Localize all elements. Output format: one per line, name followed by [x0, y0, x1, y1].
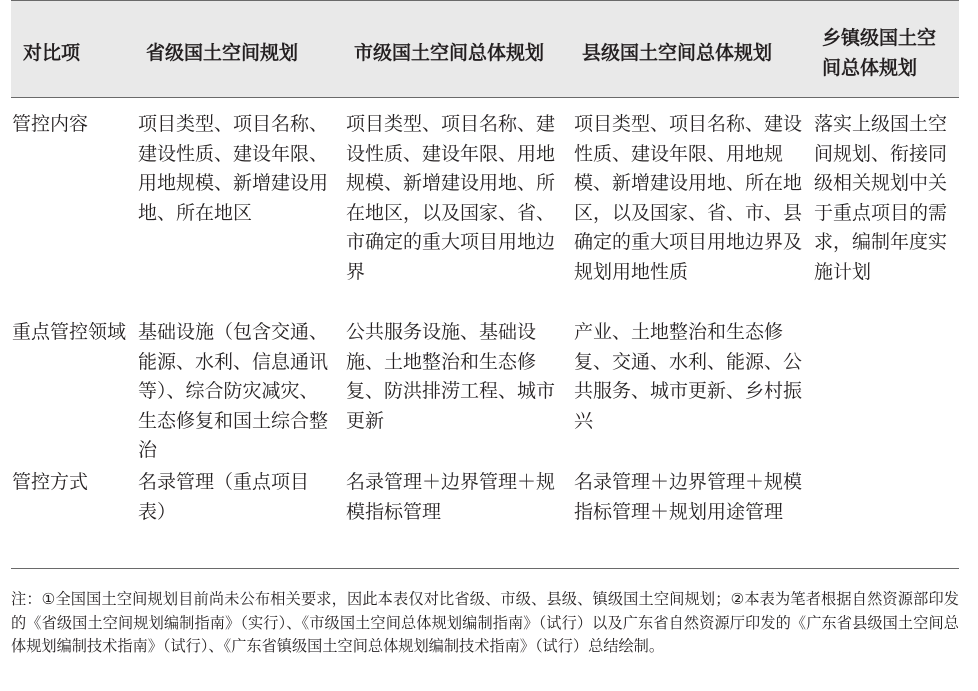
cell-provincial: 名录管理（重点项目表）	[136, 468, 344, 569]
header-city: 市级国土空间总体规划	[344, 1, 572, 98]
row-label: 重点管控领域	[12, 321, 127, 343]
table-row	[11, 468, 959, 569]
table-row	[11, 315, 959, 468]
cell-city: 项目类型、项目名称、建设性质、建设年限、用地规模、新增建设用地、所在地区，以及国家、省、市确定的重大项目用地边界	[346, 113, 556, 283]
header-comparison-item: 对比项	[11, 1, 136, 98]
cell-township	[812, 315, 959, 468]
cell-county: 项目类型、项目名称、建设性质、建设年限、用地规模、新增建设用地、所在地区，以及国家、省、市、县确定的重大项目用地边界及规划用地性质	[574, 113, 803, 283]
header-row	[11, 1, 959, 98]
header-county: 县级国土空间总体规划	[572, 1, 812, 98]
cell-township: 落实上级国土空间规划、衔接同级相关规划中关于重点项目的需求，编制年度实施计划	[814, 113, 948, 283]
header-provincial: 省级国土空间规划	[136, 1, 344, 98]
cell-city: 公共服务设施、基础设施、土地整治和生态修复、防洪排涝工程、城市更新	[346, 321, 556, 432]
header-township: 乡镇级国土空间总体规划	[812, 1, 959, 98]
comparison-table	[11, 0, 959, 569]
table-footnote: 注：①全国国土空间规划目前尚未公布相关要求，因此本表仅对比省级、市级、县级、镇级国土空间规划；②本表为笔者根据自然资源部印发的《省级国土空间规划编制指南》（实行）、《市级国土空间总体规划编制指南》（试行）以及广东省自然资源厅印发的《广东省县级国土空间总体规划编制技术指南》（试行）、《广东省镇级国土空间总体规划编制技术指南》（试行）总结绘制。	[11, 590, 959, 655]
table-row	[11, 98, 959, 316]
cell-county: 产业、土地整治和生态修复、交通、水利、能源、公共服务、城市更新、乡村振兴	[574, 321, 803, 432]
cell-provincial: 基础设施（包含交通、能源、水利、信息通讯等）、综合防灾减灾、生态修复和国土综合整治	[138, 321, 329, 461]
cell-township	[812, 468, 959, 569]
table-header	[11, 1, 959, 98]
comparison-table-container	[11, 0, 959, 569]
row-label: 管控方式	[11, 468, 136, 569]
row-label: 管控内容	[12, 113, 89, 135]
cell-provincial: 项目类型、项目名称、建设性质、建设年限、用地规模、新增建设用地、所在地区	[138, 113, 329, 224]
cell-county: 名录管理＋边界管理＋规模指标管理＋规划用途管理	[572, 468, 812, 569]
table-body	[11, 98, 959, 569]
cell-city: 名录管理＋边界管理＋规模指标管理	[344, 468, 572, 569]
